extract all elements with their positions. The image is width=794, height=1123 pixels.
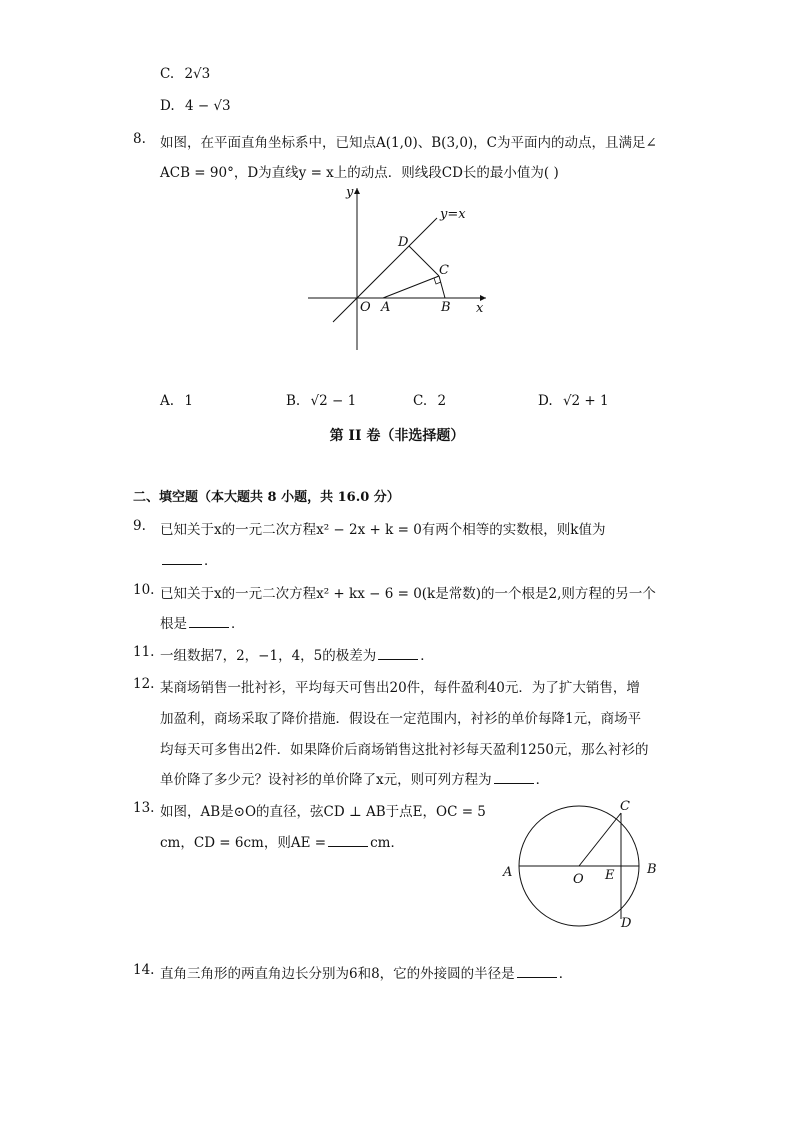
q9-answer-blank[interactable] — [162, 552, 202, 565]
q7-option-c-value: 2√3 — [184, 66, 211, 82]
q8-coordinate-figure — [300, 180, 500, 360]
q8-option-d-value: √2 + 1 — [562, 393, 609, 409]
q8-line1: 如图，在平面直角坐标系中，已知点A(1,0)、B(3,0)，C为平面内的动点，且满足∠ — [160, 135, 657, 151]
q8-option-a — [160, 393, 193, 409]
section2-heading: 二、填空题（本大题共 8 小题，共 16.0 分） — [133, 490, 400, 505]
q10-number: 10. — [133, 582, 155, 598]
q8-segment-dc — [409, 246, 439, 276]
q13-number: 13. — [133, 800, 155, 816]
q13-label-a: A — [503, 865, 513, 880]
q11-number: 11. — [133, 644, 155, 660]
q13-answer-blank[interactable] — [328, 834, 368, 847]
q14-text — [160, 962, 572, 982]
q8-option-b-value: √2 − 1 — [310, 393, 357, 409]
q8-label-c: C — [439, 263, 449, 278]
q13-line2 — [160, 831, 404, 851]
q9-line1: 已知关于x的一元二次方程x² − 2x + k = 0有两个相等的实数根，则k值为 — [160, 522, 606, 538]
q14-text-end: ． — [558, 966, 573, 982]
q8-option-a-label: A. — [160, 393, 175, 409]
q8-label-a: A — [381, 300, 391, 315]
q7-option-d-label: D. — [160, 98, 175, 114]
q13-label-b: B — [647, 862, 657, 877]
q13-line2-start: cm，CD = 6cm，则AE = — [160, 835, 327, 851]
q13-label-c: C — [620, 799, 630, 814]
q14-answer-blank[interactable] — [517, 965, 557, 978]
q8-label-o: O — [360, 300, 371, 315]
q8-segment-ac — [383, 276, 439, 298]
q14-number: 14. — [133, 962, 155, 978]
q7-option-d-value: 4 − √3 — [184, 98, 231, 114]
q12-line2: 加盈利，商场采取了降价措施．假设在一定范围内，衬衫的单价每降1元，商场平 — [160, 711, 642, 727]
q12-line3: 均每天可多售出2件．如果降价后商场销售这批衬衫每天盈利1250元，那么衬衫的 — [160, 742, 649, 758]
q8-option-c-value: 2 — [437, 393, 447, 409]
q11-text-start: 一组数据7，2，−1，4，5的极差为 — [160, 648, 377, 664]
q9-number: 9. — [133, 518, 146, 534]
q11-text-end: ． — [420, 648, 434, 664]
q8-label-line: y=x — [440, 207, 466, 222]
q13-line1: 如图，AB是⊙O的直径，弦CD ⊥ AB于点E，OC = 5 — [160, 804, 486, 820]
q7-option-c — [160, 66, 210, 82]
q13-radius-oc — [579, 813, 621, 866]
q10-line2-end: ． — [231, 616, 245, 632]
q10-line2 — [160, 612, 245, 632]
q11-answer-blank[interactable] — [378, 647, 418, 660]
q13-label-o: O — [573, 872, 584, 887]
q9-line2-end: ． — [204, 553, 218, 569]
q13-circle-figure — [497, 795, 667, 935]
q8-line2: ACB = 90°，D为直线y = x上的动点．则线段CD长的最小值为( ) — [160, 165, 559, 181]
q9-line2 — [160, 549, 218, 569]
q11-text — [160, 644, 434, 664]
q14-text-start: 直角三角形的两直角边长分别为6和8，它的外接圆的半径是 — [160, 966, 515, 982]
q8-option-b — [286, 393, 356, 409]
q8-segment-bc — [439, 276, 445, 298]
q8-label-x-axis: x — [476, 301, 484, 316]
q8-option-b-label: B. — [286, 393, 301, 409]
q12-line4 — [160, 768, 549, 788]
q7-option-d — [160, 98, 231, 114]
q12-line4-end: ． — [535, 772, 550, 788]
q12-line1: 某商场销售一批衬衫，平均每天可售出20件，每件盈利40元．为了扩大销售，增 — [160, 680, 640, 696]
q12-number: 12. — [133, 676, 155, 692]
q13-label-e: E — [605, 868, 615, 883]
q8-label-d: D — [398, 235, 409, 250]
q10-answer-blank[interactable] — [189, 615, 229, 628]
q8-option-c-label: C. — [413, 393, 428, 409]
q10-line1: 已知关于x的一元二次方程x² + kx − 6 = 0(k是常数)的一个根是2,则方程的另一个 — [160, 586, 656, 602]
q13-label-d: D — [621, 916, 632, 931]
q13-line2-end: cm． — [370, 835, 404, 851]
q12-answer-blank[interactable] — [494, 771, 534, 784]
q8-label-y-axis: y — [346, 185, 354, 200]
q12-line4-start: 单价降了多少元？设衬衫的单价降了x元，则可列方程为 — [160, 772, 492, 788]
q8-option-c — [413, 393, 446, 409]
q10-line2-start: 根是 — [160, 616, 187, 632]
q8-option-a-value: 1 — [184, 393, 193, 409]
part2-title: 第 II 卷（非选择题） — [329, 428, 465, 444]
q8-number: 8. — [133, 131, 146, 147]
q7-option-c-label: C. — [160, 66, 175, 82]
q8-option-d-label: D. — [538, 393, 553, 409]
q8-label-b: B — [441, 300, 451, 315]
q8-option-d — [538, 393, 609, 409]
